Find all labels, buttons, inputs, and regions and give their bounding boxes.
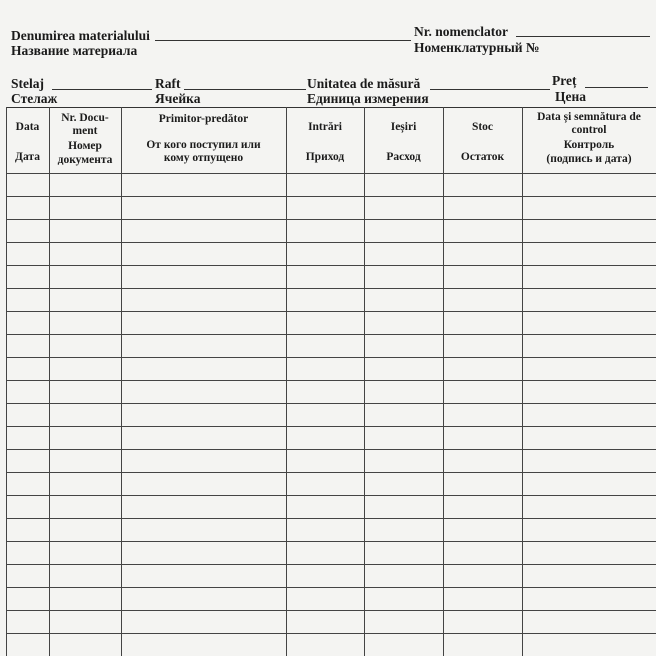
material-name-label-ru: Название материала <box>11 43 138 58</box>
col-header-ro: Stoc <box>471 121 494 133</box>
raft-label-ru: Ячейка <box>155 91 201 106</box>
raft-label-ro: Raft <box>155 76 181 91</box>
col-header-recipient <box>121 113 286 166</box>
col-header-ro: Primitor-predător <box>158 113 249 125</box>
material-name-label-ro: Denumirea materialului <box>11 28 150 43</box>
col-header-ro: Intrări <box>308 121 342 133</box>
col-header-intrari <box>286 121 364 164</box>
ledger-table <box>6 107 656 656</box>
stelaj-label-ro: Stelaj <box>11 76 44 91</box>
col-header-ru: От кого поступил или кому отпущено <box>146 139 261 165</box>
unit-field[interactable] <box>430 73 550 89</box>
col-header-ru: Номер документа <box>57 140 113 166</box>
col-header-ru: Расход <box>386 151 421 164</box>
col-header-stoc <box>443 121 522 164</box>
material-name-underline <box>155 40 411 41</box>
col-header-doc-number <box>49 112 121 167</box>
col-header-ro: Data și semnătura de control <box>537 111 641 137</box>
nomenclator-label-ru: Номенклатурный № <box>414 40 540 55</box>
ledger-entry-area[interactable] <box>6 173 656 656</box>
col-header-ro: Nr. Docu- ment <box>61 112 109 138</box>
nomenclator-field[interactable] <box>516 20 650 36</box>
col-header-ru: Приход <box>305 151 345 164</box>
col-header-ro: Ieșiri <box>390 121 417 133</box>
unit-underline <box>430 89 550 90</box>
col-header-ru: Дата <box>15 151 40 164</box>
col-header-iesiri <box>364 121 443 164</box>
col-header-ro: Data <box>15 121 40 133</box>
col-header-date <box>6 121 49 164</box>
stelaj-underline <box>52 89 152 90</box>
nomenclator-underline <box>516 36 650 37</box>
stelaj-label-ru: Стелаж <box>11 91 58 106</box>
material-name-field[interactable] <box>155 24 411 40</box>
col-header-ru: Контроль (подпись и дата) <box>546 139 632 165</box>
stelaj-field[interactable] <box>52 73 152 89</box>
price-label-ru: Цена <box>555 89 587 104</box>
unit-label-ru: Единица измерения <box>307 91 429 106</box>
col-header-ru: Остаток <box>460 151 505 164</box>
unit-label-ro: Unitatea de măsură <box>307 76 421 91</box>
raft-underline <box>184 89 306 90</box>
table-top-border <box>6 107 656 108</box>
col-header-control <box>522 111 656 166</box>
price-underline <box>585 87 648 88</box>
price-field[interactable] <box>585 71 648 87</box>
nomenclator-label-ro: Nr. nomenclator <box>414 24 508 39</box>
raft-field[interactable] <box>184 73 306 89</box>
price-label-ro: Preț <box>552 73 577 88</box>
